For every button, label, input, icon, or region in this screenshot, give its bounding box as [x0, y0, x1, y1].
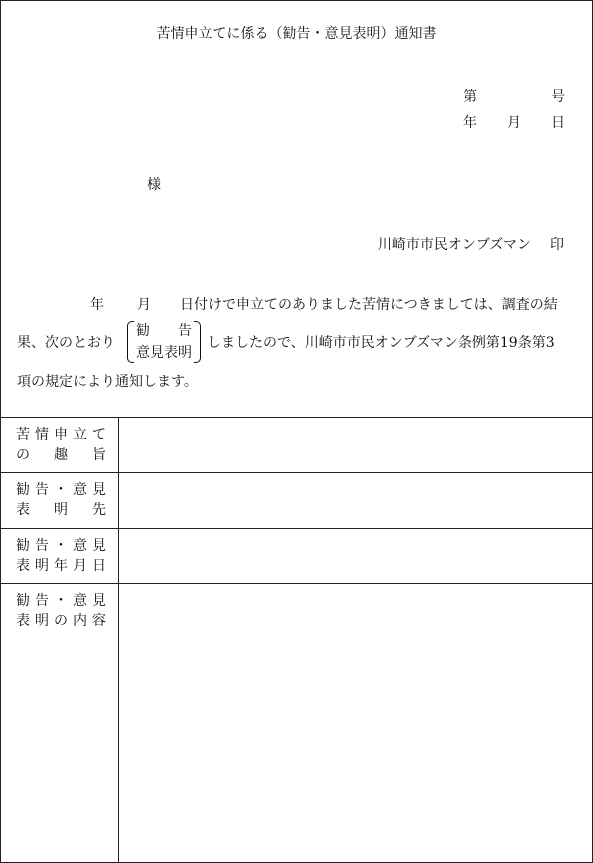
- body-line-2: [17, 321, 555, 363]
- number-suffix: 号: [551, 89, 565, 105]
- date-field[interactable]: [119, 529, 593, 584]
- row-label-cell: [1, 529, 119, 584]
- table-row: [1, 584, 592, 863]
- addressee-suffix: 様: [147, 177, 161, 193]
- row-label-line: 勧告・意見: [16, 538, 106, 554]
- row-label-line: 表明先: [16, 502, 106, 518]
- row-label-line: 苦情申立て: [16, 427, 106, 443]
- row-label-cell: [1, 473, 119, 529]
- option-recommendation: 勧 告: [136, 323, 192, 339]
- document-title: 苦情申立てに係る（勧告・意見表明）通知書: [156, 26, 437, 42]
- body-line-1: [17, 294, 578, 314]
- row-label-line: の趣旨: [16, 447, 106, 463]
- document-date-line: [463, 112, 565, 132]
- date-day-label: 日: [551, 115, 565, 131]
- body-line-3: 項の規定により通知します。: [17, 374, 198, 390]
- sender-name: 川崎市市民オンブズマン: [377, 237, 531, 253]
- row-label-line: 勧告・意見: [16, 482, 106, 498]
- table-row: [1, 418, 592, 473]
- body-line2-end: しましたので、川崎市市民オンブズマン条例第19条第3: [207, 335, 555, 351]
- date-month-label: 月: [507, 115, 521, 131]
- option-bracket: [127, 321, 201, 363]
- number-prefix: 第: [463, 89, 477, 105]
- body-year-label: 年: [90, 297, 104, 313]
- body-date-rest: 日付けで申立てのありました苦情につきましては、調査の結: [180, 297, 558, 313]
- row-label-line: 勧告・意見: [16, 593, 106, 609]
- table-row: [1, 473, 592, 529]
- body-month-label: 月: [137, 297, 151, 313]
- seal-mark: 印: [550, 237, 564, 253]
- body-line2-start: 果、次のとおり: [17, 335, 115, 351]
- document-number-line: [463, 86, 565, 106]
- content-field[interactable]: [119, 584, 593, 863]
- row-label-cell: [1, 418, 119, 473]
- table-row: [1, 529, 592, 584]
- details-table: [1, 417, 592, 863]
- recipient-field[interactable]: [119, 473, 593, 529]
- row-label-cell: [1, 584, 119, 863]
- row-label-line: 表明年月日: [16, 558, 106, 574]
- sender-line: [378, 234, 564, 254]
- row-label-line: 表明の内容: [16, 613, 106, 629]
- option-opinion: 意見表明: [136, 345, 192, 361]
- complaint-purpose-field[interactable]: [119, 418, 593, 473]
- date-year-label: 年: [463, 115, 477, 131]
